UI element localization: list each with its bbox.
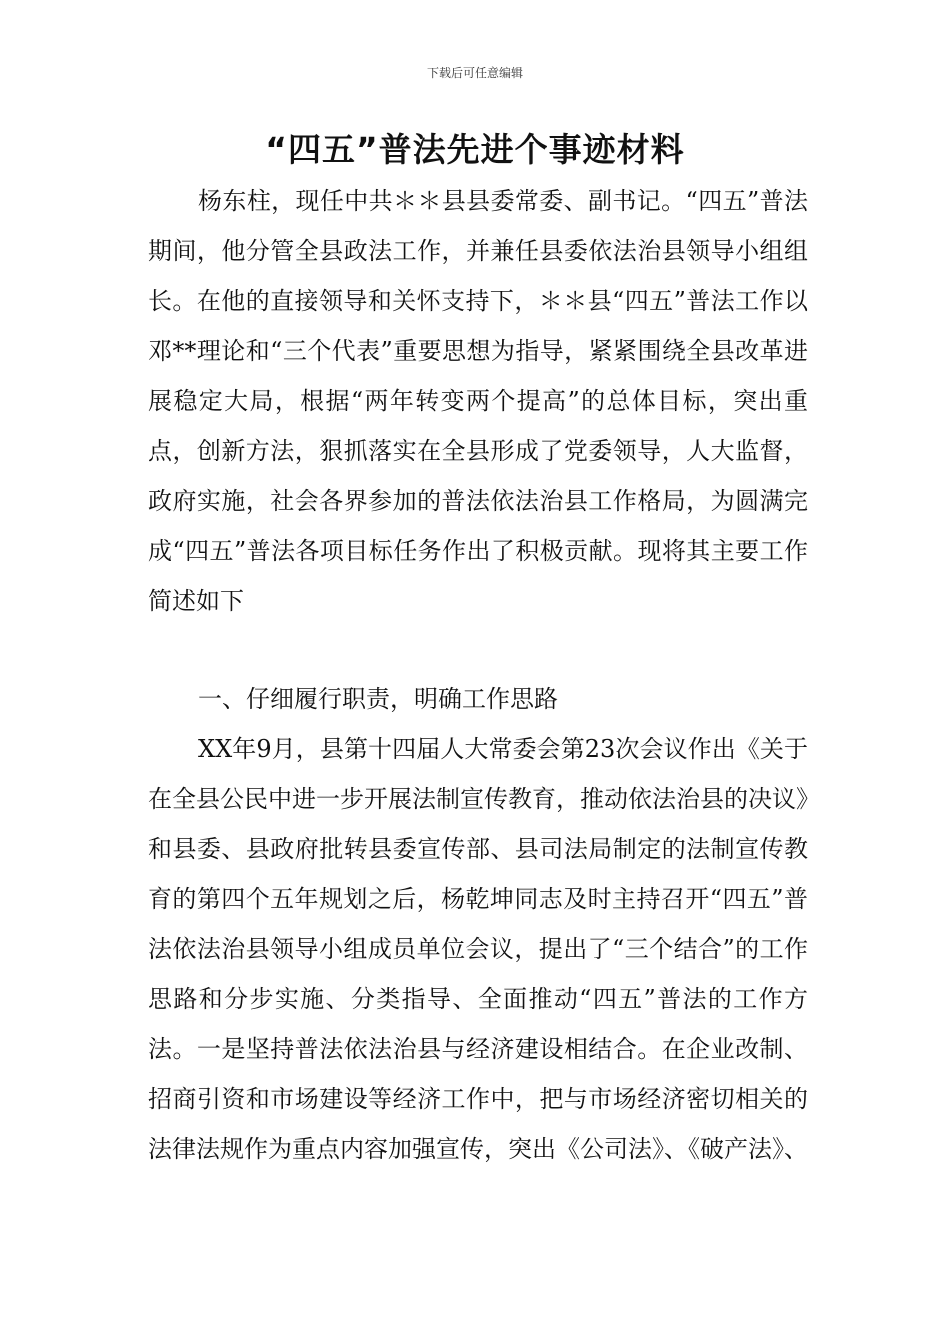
paragraph-section-1: XX年9月，县第十四届人大常委会第23次会议作出《关于在全县公民中进一步开展法制宣传教育，推动依法治县的决议》和县委、县政府批转县委宣传部、县司法局制定的法制宣传教育的第四个五年规划之后，杨乾坤同志及时主持召开“四五”普法依法治县领导小组成员单位会议，提出了“三个结合”的工作思路和分步实施、分类指导、全面推动“四五”普法的工作方法。一是坚持普法依法治县与经济建设相结合。在企业改制、招商引资和市场建设等经济工作中，把与市场经济密切相关的法律法规作为重点内容加强宣传，突出《公司法》、《破产法》、 (148, 735, 808, 1163)
document-title: “四五”普法先进个事迹材料 (265, 130, 685, 169)
header-note: 下载后可任意编辑 (426, 66, 523, 80)
section-heading-1: 一、仔细履行职责，明确工作思路 (198, 685, 558, 713)
paragraph-intro: 杨东柱，现任中共＊＊县县委常委、副书记。“四五”普法期间，他分管全县政法工作，并兼任县委依法治县领导小组组长。在他的直接领导和关怀支持下，＊＊县“四五”普法工作以邓**理论和“三个代表”重要思想为指导，紧紧围绕全县改革进展稳定大局，根据“两年转变两个提高”的总体目标，突出重点，创新方法，狠抓落实在全县形成了党委领导，人大监督，政府实施，社会各界参加的普法依法治县工作格局，为圆满完成“四五”普法各项目标任务作出了积极贡献。现将其主要工作简述如下 (148, 187, 808, 615)
